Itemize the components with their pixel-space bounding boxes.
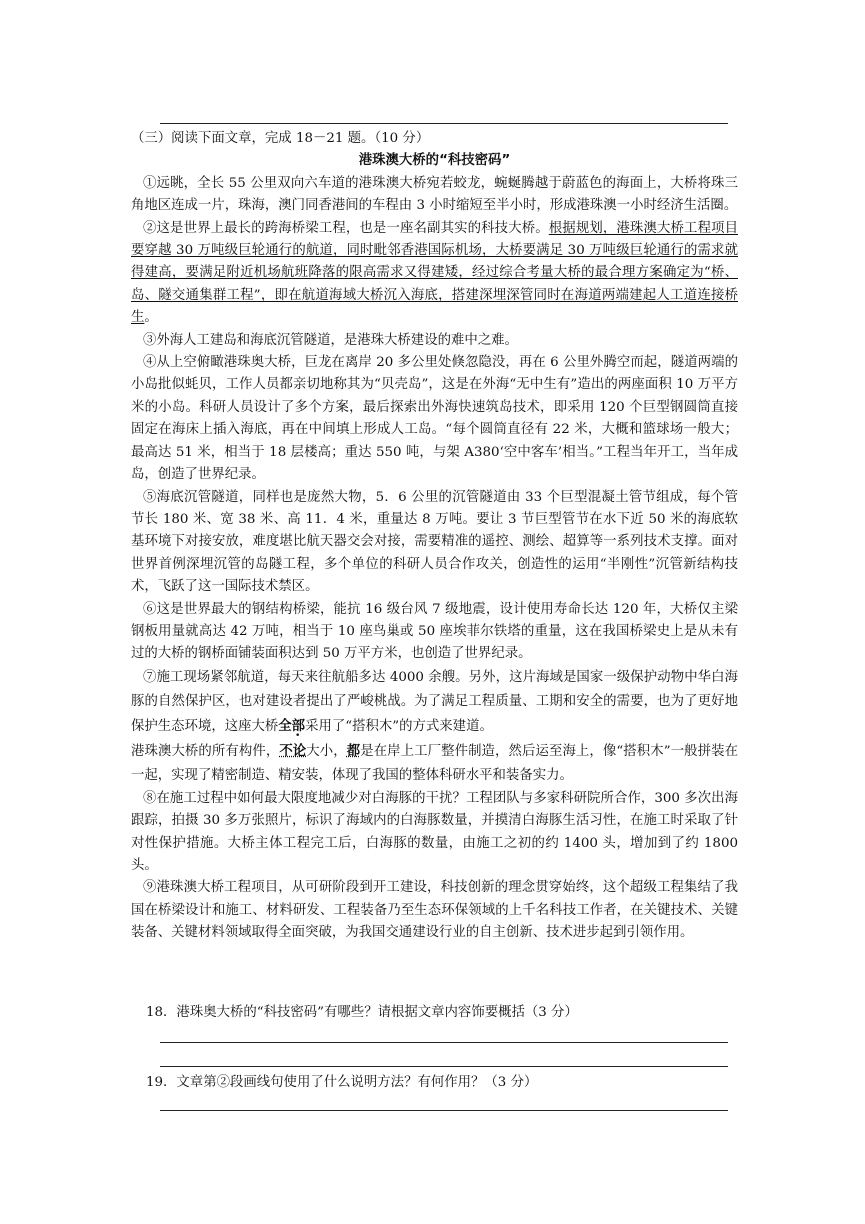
paragraph-7-part-e: 是在岸上工厂整件制造，然后运至海上，像“搭积木”一般拼装在一起，实现了精密制造、精安装，体现了我国的整体科研水平和装备实力。 bbox=[131, 743, 739, 783]
paragraph-5: ⑤海底沉管隧道，同样也是庞然大物，5．6 公里的沉管隧道由 33 个巨型混凝土管节组成，每个管节长 180 米、宽 38 米、高 11．4 米，重量达 8 万吨。要让 3 节巨型管节在水下近 50 米的海底软基环境下对接安放，难度堪比航天器交会对接，需要精准的遥控、测绘、超算等一系列技术支撑。面对世界首例深埋沉管的岛隧工程，多个单位的科研人员合作攻关，创造性的运用“半刚性”沉管新结构技术，飞跃了这一国际技术禁区。 bbox=[131, 489, 738, 595]
paragraph-7-part-a: ⑦施工现场紧邻航道，每天来往航船多达 4000 余艘。另外，这片海域是国家一级保护动物中华白海豚的自然保护区，也对建设者提出了严峻桃战。为了满足工程质量、工期和安全的需要，也为了更好地保护生态环境，这座大桥 bbox=[131, 669, 738, 734]
paragraph-1: ①远眺，全长 55 公里双向六车道的港珠澳大桥宛若蛟龙，蜿蜒腾越于蔚蓝色的海面上，大桥将珠三角地区连成一片，珠海，澳门同香港间的车程由 3 小时缩短至半小时，形成港珠澳一小时经济生活圈。 bbox=[131, 175, 738, 214]
paragraph-7-part-b: 采用了“搭积木”的方式来建道。 bbox=[305, 718, 493, 734]
paragraph-2 bbox=[131, 218, 738, 330]
answer-line-18b[interactable] bbox=[160, 1066, 728, 1067]
emphasis-word-buluan: 不论 bbox=[279, 742, 307, 759]
paragraph-8: ⑧在施工过程中如何最大限度地减少对白海豚的干扰？工程团队与多家科研院所合作，300 多次出海跟踪，拍摄 30 多万张照片，标识了海域内的白海豚数量，并摸清白海豚生活习性，在施工时采取了针对性保护措施。大桥主体工程完工后，白海豚的数量，由施工之初的约 1400 头，增加到了约 1800 头。 bbox=[131, 790, 738, 873]
reading-passage bbox=[131, 128, 738, 945]
paragraph-9: ⑨港珠澳大桥工程项目，从可研阶段到开工建设，科技创新的理念贯穿始终，这个超级工程集结了我国在桥梁设计和施工、材料研发、工程装备乃至生态环保领域的上千名科技工作者，在关键技术、关键装备、关键材料领域取得全面突破，为我国交通建设行业的自主创新、技术进步起到引领作用。 bbox=[131, 880, 738, 941]
paragraph-3: ③外海人工建岛和海底沉管隧道，是港珠大桥建设的难中之难。 bbox=[143, 332, 518, 348]
paragraph-4: ④从上空俯瞰港珠奥大桥，巨龙在离岸 20 多公里处倏忽隐没，再在 6 公里外腾空而起，隧道两端的小岛批似蚝贝，工作人员都亲切地称其为“贝壳岛”，这是在外海“无中生有”造出的两座面积 10 万平方米的小岛。科研人员设计了多个方案，最后探索出外海快速筑岛技术，即采用 120 个巨型钢圆筒直接固定在海床上插入海底，再在中间填上形成人工岛。“每个圆筒直径有 22 米，大概和篮球场一般大；最高达 51 米，相当于 18 层楼高；重达 550 吨，与架 A380‘空中客车’相当。”工程当年开工，当年成岛，创造了世界纪录。 bbox=[131, 355, 738, 483]
paragraph-2-end: 。 bbox=[144, 310, 158, 326]
paragraph-7 bbox=[131, 666, 738, 788]
paragraph-2-plain: ②这是世界上最长的跨海桥梁工程，也是一座名副其实的科技大桥。 bbox=[143, 220, 549, 236]
question-19: 19．文章第②段画线句使用了什么说明方法？有何作用？（3 分） bbox=[146, 1075, 538, 1090]
section-intro: （三）阅读下面文章，完成 18－21 题。（10 分） bbox=[131, 131, 430, 146]
question-18: 18．港珠奥大桥的“科技密码”有哪些？请根据文章内容饰要概括（3 分） bbox=[146, 1005, 578, 1020]
paragraph-6: ⑥这是世界最大的钢结构桥梁，能抗 16 级台风 7 级地震，设计使用寿命长达 120 年，大桥仅主梁钢板用量就高达 42 万吨，相当于 10 座鸟巢或 50 座埃菲尔铁塔的重量，这在我国桥梁史上是从未有过的大桥的钢桥面铺装面积达到 50 万平方米，也创造了世界纪录。 bbox=[131, 601, 738, 662]
emphasis-word-dou: 都 bbox=[346, 742, 361, 759]
answer-line-18a[interactable] bbox=[160, 1042, 728, 1043]
emphasis-dotted-word: 全部 bbox=[278, 717, 306, 734]
paragraph-7-part-c: 港珠澳大桥的所有构件， bbox=[131, 743, 280, 759]
top-rule bbox=[160, 123, 728, 124]
passage-title: 港珠澳大桥的“科技密码” bbox=[358, 153, 511, 169]
underlined-sentence: 根据规划，港珠澳大桥工程项目要穿越 30 万吨级巨轮通行的航道，同时毗邻香港国际机场，大桥要满足 30 万吨级巨轮通行的需求就得建高，要满足附近机场航班降落的限高需求又得建矮，经过综合考量大桥的最合理方案确定为“桥、岛、隧交通集群工程”，即在航道海域大桥沉入海底，搭建深埋深管同时在海道两端建起人工道连接桥生 bbox=[131, 220, 739, 326]
paragraph-7-part-d: 大小， bbox=[306, 743, 347, 759]
answer-line-19[interactable] bbox=[160, 1110, 728, 1111]
